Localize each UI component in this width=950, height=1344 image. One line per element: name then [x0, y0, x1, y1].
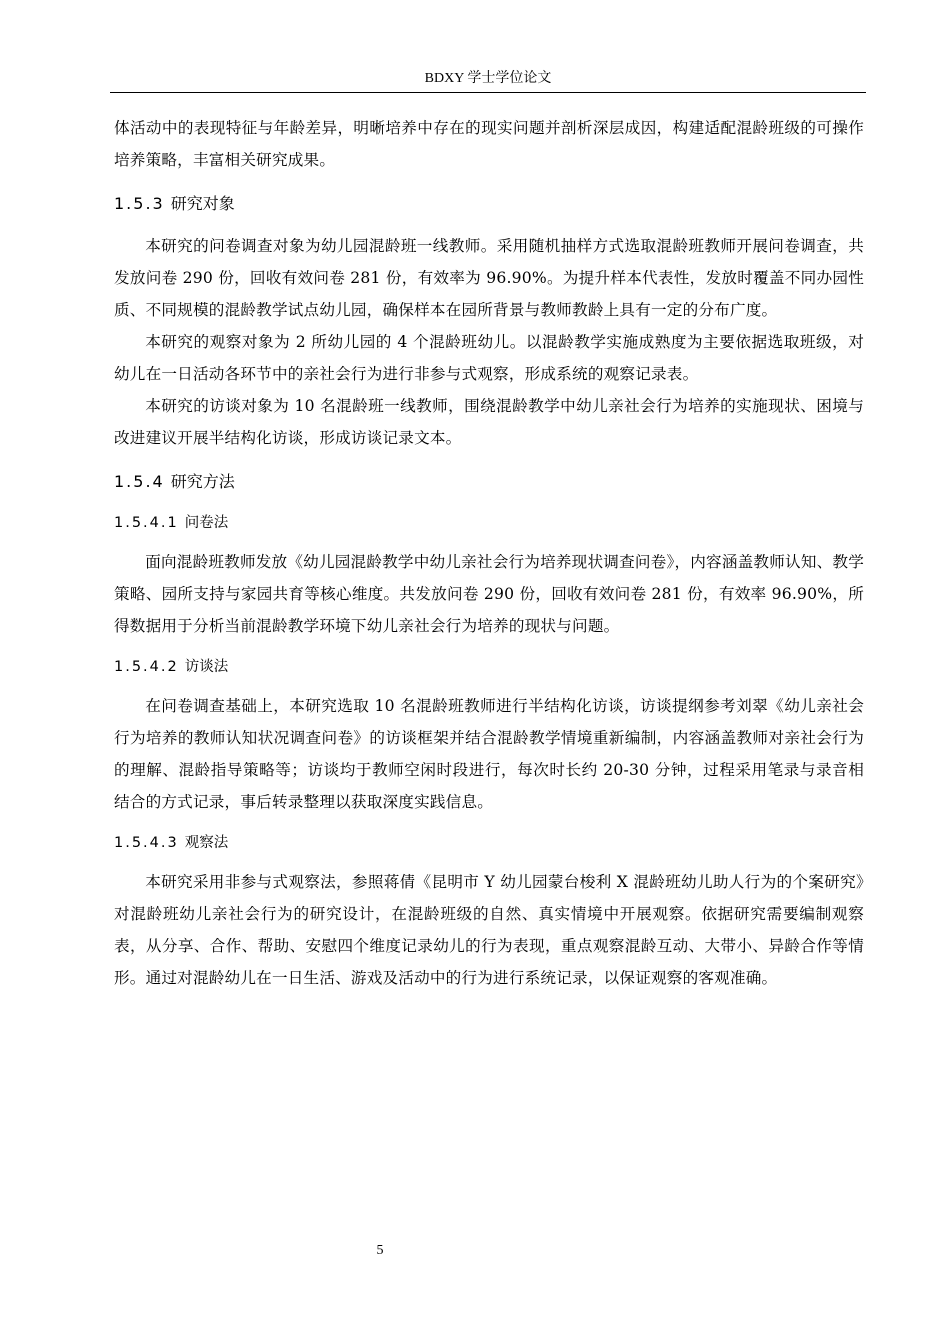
intro-continuation-paragraph: 体活动中的表现特征与年龄差异，明晰培养中存在的现实问题并剖析深层成因，构建适配混龄班级的可操作培养策略，丰富相关研究成果。: [114, 119, 864, 169]
header-divider: [110, 92, 866, 93]
section-heading-1-5-4: [114, 466, 864, 498]
running-header: BDXY 学士学位论文: [424, 71, 552, 86]
paragraph-questionnaire-subjects: 本研究的问卷调查对象为幼儿园混龄班一线教师。采用随机抽样方式选取混龄班教师开展问卷调查，共发放问卷 290 份，回收有效问卷 281 份，有效率为 96.90%。为提升样本代表性，发放时覆盖不同办园性质、不同规模的混龄教学试点幼儿园，确保样本在园所背景与教师教龄上具有一定的分布广度。: [114, 237, 864, 319]
subsection-heading-1-5-4-1: [114, 508, 864, 538]
paragraph-observation-subjects: 本研究的观察对象为 2 所幼儿园的 4 个混龄班幼儿。以混龄教学实施成熟度为主要依据选取班级，对幼儿在一日活动各环节中的亲社会行为进行非参与式观察，形成系统的观察记录表。: [114, 333, 864, 383]
subsection-heading-1-5-4-2: [114, 652, 864, 682]
paragraph-observation-method: 本研究采用非参与式观察法，参照蒋倩《昆明市 Y 幼儿园蒙台梭利 X 混龄班幼儿助人行为的个案研究》对混龄班幼儿亲社会行为的研究设计，在混龄班级的自然、真实情境中开展观察。依据研究需要编制观察表，从分享、合作、帮助、安慰四个维度记录幼儿的行为表现，重点观察混龄互动、大带小、异龄合作等情形。通过对混龄幼儿在一日生活、游戏及活动中的行为进行系统记录，以保证观察的客观准确。: [114, 873, 864, 987]
subsection-number: 1.5.4.3: [114, 835, 179, 851]
section-title: 研究对象: [170, 194, 235, 213]
section-heading-1-5-3: [114, 188, 864, 220]
paragraph-interview-method: 在问卷调查基础上，本研究选取 10 名混龄班教师进行半结构化访谈，访谈提纲参考刘翠《幼儿亲社会行为培养的教师认知状况调查问卷》的访谈框架并结合混龄教学情境重新编制，内容涵盖教师对亲社会行为的理解、混龄指导策略等；访谈均于教师空闲时段进行，每次时长约 20-30 分钟，过程采用笔录与录音相结合的方式记录，事后转录整理以获取深度实践信息。: [114, 697, 864, 811]
subsection-title: 问卷法: [184, 515, 229, 531]
subsection-heading-1-5-4-3: [114, 828, 864, 858]
page-body: [114, 112, 864, 994]
subsection-title: 观察法: [184, 835, 229, 851]
subsection-number: 1.5.4.2: [114, 659, 179, 675]
paragraph-questionnaire-method: 面向混龄班教师发放《幼儿园混龄教学中幼儿亲社会行为培养现状调查问卷》，内容涵盖教师认知、教学策略、园所支持与家园共育等核心维度。共发放问卷 290 份，回收有效问卷 281 份，有效率 96.90%，所得数据用于分析当前混龄教学环境下幼儿亲社会行为培养的现状与问题。: [114, 553, 864, 635]
subsection-number: 1.5.4.1: [114, 515, 179, 531]
page-number: 5: [376, 1243, 384, 1258]
section-title: 研究方法: [170, 472, 235, 491]
section-number: 1.5.4: [114, 472, 165, 491]
paragraph-interview-subjects: 本研究的访谈对象为 10 名混龄班一线教师，围绕混龄教学中幼儿亲社会行为培养的实施现状、困境与改进建议开展半结构化访谈，形成访谈记录文本。: [114, 397, 864, 447]
subsection-title: 访谈法: [184, 659, 229, 675]
section-number: 1.5.3: [114, 194, 165, 213]
